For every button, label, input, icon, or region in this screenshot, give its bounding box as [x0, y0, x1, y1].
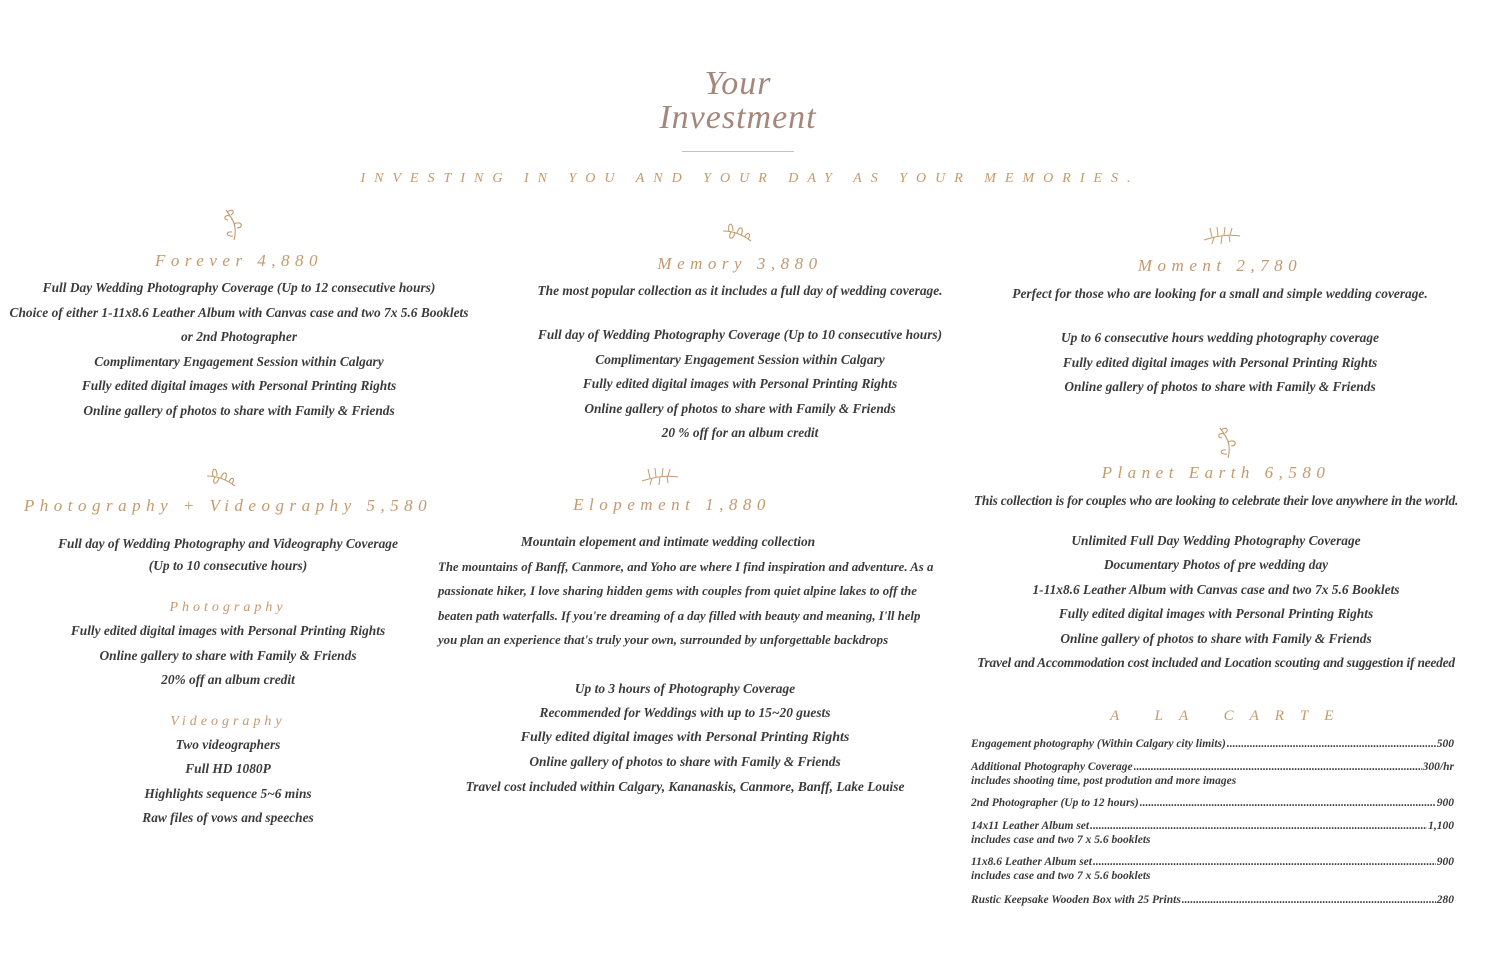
a-la-carte-heading: A LA CARTE	[1110, 708, 1350, 724]
leader-dots	[1140, 796, 1436, 810]
carte-item-note: includes shooting time, post prodution and more images	[971, 775, 1237, 787]
package-photo-video	[0, 495, 456, 831]
feature-line: Complimentary Engagement Session within Calgary	[595, 351, 885, 367]
package-heading: Elopement 1,880	[573, 495, 771, 514]
carte-item	[971, 893, 1454, 907]
carte-item	[971, 737, 1454, 751]
spacer	[958, 514, 1474, 529]
package-memory	[505, 253, 975, 446]
feature-line: Travel and Accommodation cost included and Location scouting and suggestion if needed	[977, 655, 1455, 670]
carte-item-price: 900	[1436, 797, 1454, 809]
leader-dots	[1093, 855, 1436, 869]
leaf-sprig-icon	[218, 206, 252, 244]
page-title-line1: Your	[704, 65, 772, 102]
package-intro: Perfect for those who are looking for a small and simple wedding coverage.	[1012, 286, 1428, 301]
feature-line: Fully edited digital images with Personal Printing Rights	[81, 378, 397, 393]
package-forever	[0, 250, 478, 423]
carte-item-name: Engagement photography (Within Calgary city limits)	[971, 738, 1226, 750]
feature-line: Online gallery of photos to share with Family & Friends	[1060, 630, 1372, 646]
leader-dots	[1134, 760, 1422, 774]
package-heading: Moment 2,780	[1137, 256, 1303, 275]
carte-item-note: includes case and two 7 x 5.6 booklets	[971, 870, 1151, 882]
feature-line: Up to 3 hours of Photography Coverage	[574, 680, 796, 696]
feature-line: Choice of either 1-11x8.6 Leather Album with Canvas case and two 7x 5.6 Booklets	[9, 304, 469, 320]
package-intro: The most popular collection as it includes a full day of wedding coverage.	[537, 283, 943, 298]
section-subheading: Photography	[169, 600, 287, 615]
package-heading: Photography + Videography 5,580	[23, 496, 433, 515]
feature-line: Fully edited digital images with Personal Printing Rights	[582, 376, 898, 391]
carte-item-price: 900	[1436, 856, 1454, 868]
package-heading: Memory 3,880	[657, 254, 823, 273]
package-moment	[970, 255, 1470, 400]
feature-line: Online gallery of photos to share with Family & Friends	[1064, 379, 1376, 394]
carte-item-note: includes case and two 7 x 5.6 booklets	[971, 834, 1151, 846]
carte-item-name: 2nd Photographer (Up to 12 hours)	[971, 797, 1139, 809]
feature-line: Highlights sequence 5~6 mins	[144, 785, 312, 801]
leader-dots	[1090, 819, 1427, 833]
carte-item-name: 14x11 Leather Album set	[971, 820, 1090, 832]
feature-line: Raw files of vows and speeches	[142, 810, 314, 825]
tagline: INVESTING IN YOU AND YOUR DAY AS YOUR MEMORIES.	[360, 171, 1140, 186]
carte-item	[971, 855, 1454, 883]
carte-item-price: 500	[1436, 738, 1454, 750]
feature-line: (Up to 10 consecutive hours)	[148, 558, 308, 573]
title-divider	[682, 151, 794, 152]
feature-line: Travel cost included within Calgary, Kananaskis, Canmore, Banff, Lake Louise	[465, 778, 905, 794]
feature-line: Two videographers	[175, 736, 281, 752]
carte-item-price: 1,100	[1428, 820, 1454, 832]
feature-line: Unlimited Full Day Wedding Photography Coverage	[1071, 532, 1361, 548]
carte-item	[971, 819, 1454, 847]
package-intro: Mountain elopement and intimate wedding collection	[520, 534, 816, 549]
carte-item	[971, 796, 1454, 810]
leader-dots	[1227, 737, 1436, 751]
feature-line: Online gallery to share with Family & Friends	[99, 647, 357, 663]
feature-line: Online gallery of photos to share with Family & Friends	[83, 402, 395, 418]
feature-line: Documentary Photos of pre wedding day	[1103, 557, 1329, 572]
package-description: The mountains of Banff, Canmore, and Yoho are where I find inspiration and adventure. As a passionate hiker, I love sharing hidden gems with couples from quiet alpine lakes to off the beaten path waterfalls. If you're dreaming of a day filled with beauty and meaning, I'll help you plan an experience that's truly your own, surrounded by unforgettable backdrops	[438, 559, 934, 647]
feature-line: Fully edited digital images with Personal Printing Rights	[1062, 354, 1378, 370]
leaf-sprig-icon	[203, 462, 239, 490]
package-intro: This collection is for couples who are looking to celebrate their love anywhere in the world.	[973, 493, 1459, 508]
feature-line: Fully edited digital images with Personal Printing Rights	[1058, 606, 1374, 621]
feature-line: Full day of Wedding Photography Coverage (Up to 10 consecutive hours)	[537, 327, 943, 342]
feature-line: 1-11x8.6 Leather Album with Canvas case and two 7x 5.6 Booklets	[1032, 581, 1400, 597]
feature-line: Up to 6 consecutive hours wedding photography coverage	[1060, 330, 1380, 345]
package-planet-earth	[958, 462, 1474, 676]
feature-line: Fully edited digital images with Personal Printing Rights	[520, 729, 850, 745]
feature-line: Online gallery of photos to share with Family & Friends	[584, 400, 896, 416]
leaf-sprig-icon	[1202, 224, 1242, 246]
feature-line: Online gallery of photos to share with Family & Friends	[529, 754, 841, 769]
feature-line: Fully edited digital images with Personal Printing Rights	[70, 623, 386, 638]
spacer	[505, 304, 975, 324]
leader-dots	[1182, 893, 1436, 907]
feature-line: 20 % off for an album credit	[661, 425, 819, 440]
feature-line: Recommended for Weddings with up to 15~20 guests	[539, 705, 831, 720]
carte-item-name: 11x8.6 Leather Album set	[971, 856, 1092, 868]
leaf-sprig-icon	[719, 217, 755, 245]
carte-item-name: Rustic Keepsake Wooden Box with 25 Prints	[971, 894, 1181, 906]
page-title-line2: Investment	[659, 99, 817, 136]
carte-item-price: 300/hr	[1422, 761, 1454, 773]
feature-line: Complimentary Engagement Session within Calgary	[94, 353, 384, 369]
leaf-sprig-icon	[1212, 424, 1246, 462]
spacer	[970, 307, 1470, 327]
carte-item-name: Additional Photography Coverage	[971, 761, 1133, 773]
package-heading: Planet Earth 6,580	[1101, 463, 1331, 482]
spacer	[438, 653, 940, 677]
feature-line: 20% off an album credit	[161, 672, 295, 687]
section-subheading: Videography	[170, 713, 286, 729]
package-elopement	[438, 494, 940, 799]
carte-item	[971, 760, 1454, 788]
feature-line: Full day of Wedding Photography and Videography Coverage	[58, 536, 398, 551]
leaf-sprig-icon	[640, 465, 680, 487]
feature-line: Full Day Wedding Photography Coverage (Up to 12 consecutive hours)	[42, 280, 436, 295]
feature-line: or 2nd Photographer	[180, 329, 298, 344]
carte-item-price: 280	[1436, 894, 1454, 906]
package-heading: Forever 4,880	[154, 251, 324, 270]
feature-line: Full HD 1080P	[185, 761, 271, 776]
